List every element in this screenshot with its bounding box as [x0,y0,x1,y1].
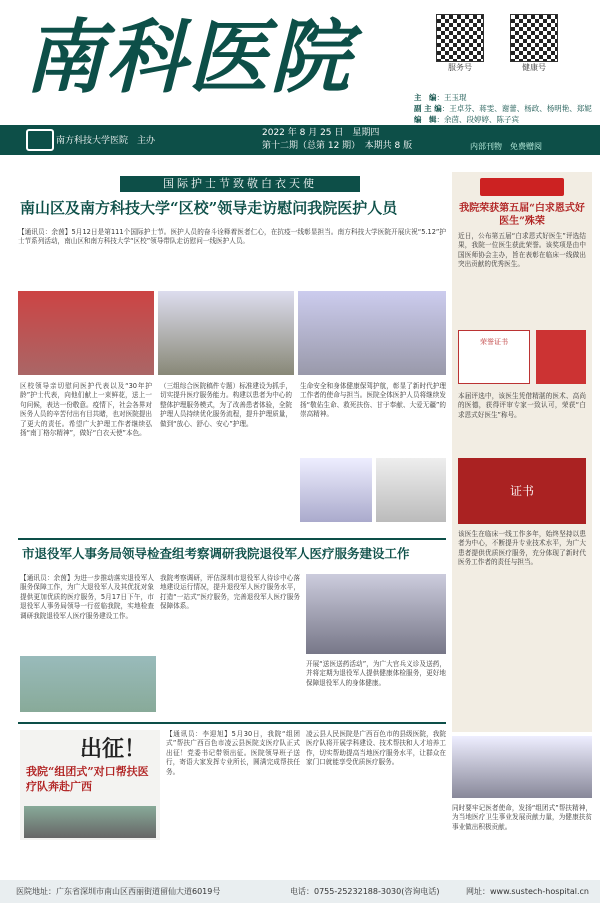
article3-box [20,730,160,840]
article3-col2: 凌云县人民医院是广西百色市的县级医院，我院医疗队将开展学科建设、技术帮扶和人才培养工作，切实帮助提高当地医疗服务水平，让群众在家门口就能享受优质医疗服务。 [306,730,446,767]
article3-col1: 【通讯员：李迎旭】5月30日，我院“组团式”帮扶广西百色市凌云县医院支医疗队正式出征！党委书记带领出征。医院领导班子送行，寄语大家发挥专业所长，圆满完成帮扶任务。 [166,730,300,776]
article3-col3: 同时要牢记医者使命，发扬“组团式”帮扶精神，为当地医疗卫生事业发展贡献力量，为健康扶贫事业做出积极贡献。 [452,804,592,831]
qr-label: 健康号 [522,63,546,72]
article2-col2: 我院考察调研，评估深圳市退役军人待诊中心落地建设运行情况，提升退役军人医疗服务水平，打造“一站式”医疗服务，完善退役军人医疗服务保障体系。 [160,574,300,611]
qr-health [510,14,564,73]
footer [0,880,600,903]
divider [18,722,446,724]
kicker: 国际护士节致敬白衣天使 [120,176,360,192]
masthead-bar [0,125,600,155]
photo-military [20,656,156,712]
right-column [452,172,592,732]
medal-image [536,330,586,384]
divider [18,538,446,540]
qr-code-icon [510,14,558,62]
right-text1: 近日，公布第五届“白求恩式好医生”评选结果，我院一位医生获此荣誉。该奖项是由中国医师协会主办，旨在表彰在临床一线做出突出贡献的优秀医生。 [458,232,586,269]
photo-doctor1 [300,458,372,522]
photo-meeting [306,574,446,654]
article2-col3: 开展“送医送药活动”，为广大官兵义诊及送药，并将定期为退役军人提供健康体检服务，更好地保障退役军人的身体健康。 [306,660,446,687]
footer-phone: 电话：0755-25232188-3030(咨询电话) [290,887,440,896]
qr-code-icon [436,14,484,62]
photo-hall [298,291,446,375]
article1-title: 南山区及南方科技大学“区校”领导走访慰问我院医护人员 [20,199,398,217]
host-text: 南方科技大学医院 主办 [56,136,156,146]
award-ribbon-icon [480,178,564,196]
photo-team [24,806,156,838]
right-text3: 该医生在临床一线工作多年，始终坚持以患者为中心，不断提升专业技术水平，为广大患者提供优质医疗服务，充分体现了新时代医务工作者的责任与担当。 [458,530,586,567]
qr-service [436,14,490,73]
photo-departure [452,736,592,798]
editors-block: 主 编：王玉琨 副 主 编：王卓芬、蒋雯、谢蕾、杨政、杨明艳、郑妮 编 辑：余茵、段婷婷、陈子宾 [414,93,592,124]
article1-col2: （三组综合医院稿件专题）标准建设为抓手，切实提升医疗服务能力。构建以患者为中心的整体护理服务模式，为了改善患者体验，全院护理人员持续优化服务流程，提升护理质量，做到“放心、舒心、安心”护理。 [160,382,292,428]
right-title: 我院荣获第五届“白求恩式好医生”殊荣 [459,203,585,227]
footer-website[interactable]: 网址：www.sustech-hospital.cn [466,887,589,896]
photo-leaders [158,291,294,375]
article1-lead: 【通讯员：余茵】5月12日是第111个国际护士节。医护人员的奋斗诠释着医者仁心，在抗疫一线彰显担当。南方科技大学医院开展庆祝“5.12”护士节系列活动，南山区和南方科技大学“区校”领导带队走访慰问一线医护人员。 [18,228,446,246]
right-text2: 本届评选中，该医生凭借精湛的医术、高尚的医德，获得评审专家一致认可，荣获“白求恩式好医生”称号。 [458,392,586,419]
free-tag: 内部刊物 免费赠阅 [470,142,542,151]
footer-address: 医院地址：广东省深圳市南山区西丽街道留仙大道6019号 [16,887,221,896]
qr-label: 服务号 [448,63,472,72]
hospital-seal-icon [26,129,54,151]
article2-col1: 【通讯员：余茵】为进一步推动落实退役军人服务保障工作，为广大退役军人及其优抚对象提供更加优质的医疗服务，5月17日下午，市退役军人事务局领导一行莅临我院，实地检查调研我院退役军人医疗服务建设工作。 [20,574,154,620]
article1-col3: 生命安全和身体健康保驾护航，彰显了新时代护理工作者的使命与担当。医院全体医护人员将继续发扬“敬佑生命、救死扶伤、甘于奉献、大爱无疆”的崇高精神。 [300,382,446,419]
issue-date: 2022 年 8 月 25 日 星期四 第十二期（总第 12 期） 本期共 8 版 [262,128,413,151]
article2-title: 市退役军人事务局领导检查组考察调研我院退役军人医疗服务建设工作 [22,546,410,561]
certificate-image: 荣誉证书 [458,330,530,384]
article3-title: 我院“组团式”对口帮扶医疗队奔赴广西 [26,765,149,793]
article1-col1: 区校领导亲切慰问医护代表以及“30年护龄”护士代表，向他们献上一束鲜花，送上一句问候，表达一份敬意。疫情下，社会各界对医务人员的辛苦付出有目共睹，也对医院提出了更大的责任。希望广大护理工作者继续弘扬“南丁格尔精神”，做好“白衣天使”本色。 [20,382,152,438]
photo-nurses [18,291,154,375]
newspaper-logo: 南科医院 [24,10,352,104]
photo-doctor2 [376,458,446,522]
certificate-cover: 证书 [458,458,586,524]
article3-banner: 出征！ [80,736,147,762]
